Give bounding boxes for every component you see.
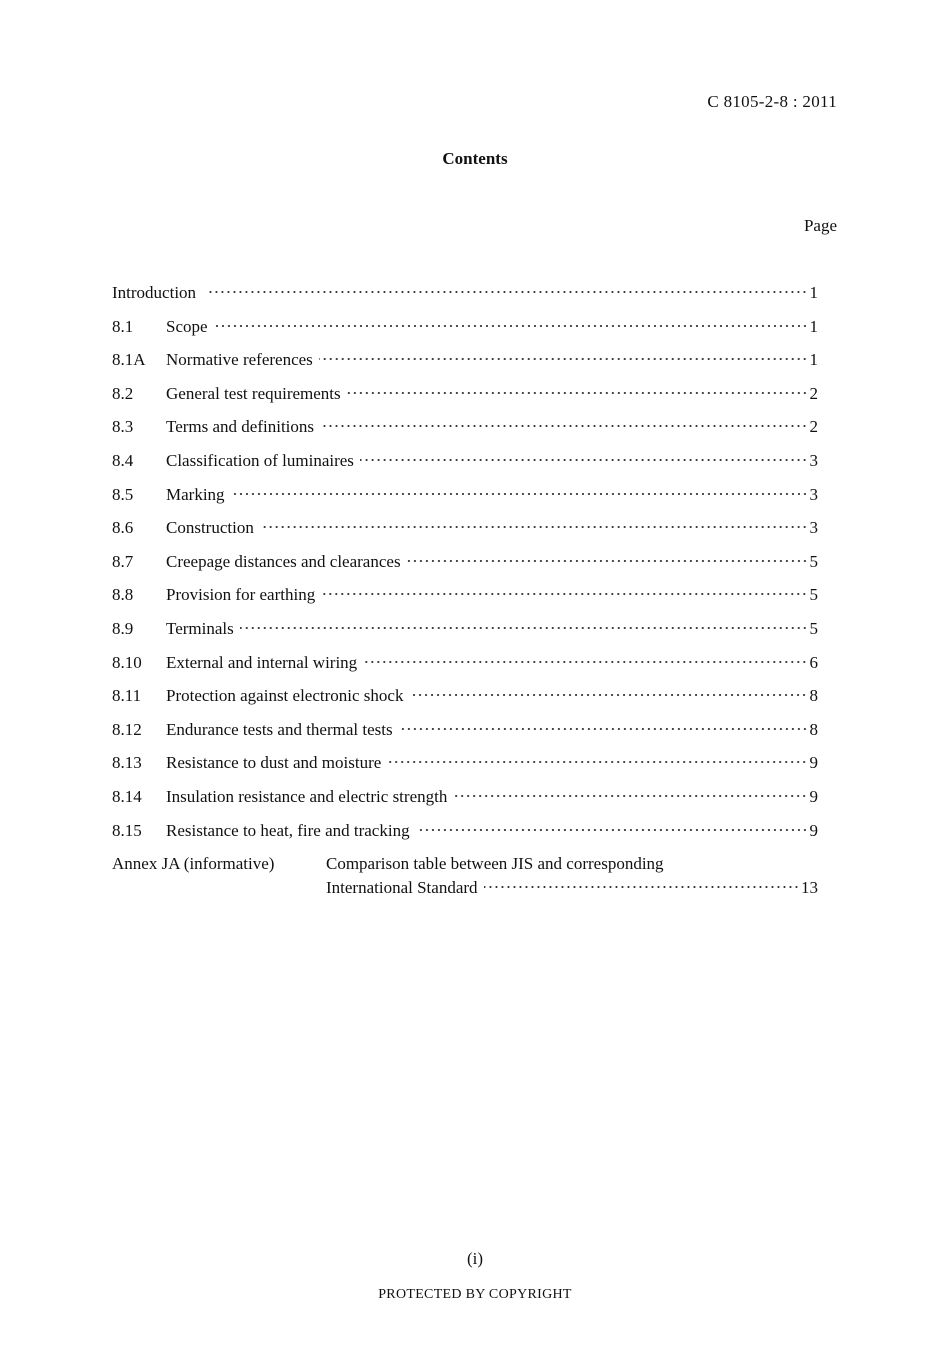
dot-leader bbox=[231, 493, 808, 495]
toc-entry-label: Classification of luminaires bbox=[166, 450, 354, 470]
toc-entry-number: 8.15 bbox=[112, 820, 142, 840]
toc-entry-page: 3 bbox=[809, 518, 818, 538]
page-title: Contents bbox=[442, 149, 508, 168]
toc-entry-label: Normative references bbox=[166, 350, 313, 370]
toc-entry[interactable] bbox=[112, 713, 818, 747]
toc-entry[interactable] bbox=[112, 578, 818, 612]
dot-leader bbox=[321, 593, 807, 595]
toc-entry[interactable] bbox=[112, 377, 818, 411]
dot-leader bbox=[347, 392, 808, 394]
dot-leader bbox=[387, 761, 807, 763]
toc-entry-page: 13 bbox=[801, 878, 818, 898]
toc-entry-number: 8.12 bbox=[112, 719, 142, 739]
toc-entry[interactable] bbox=[112, 646, 818, 680]
toc-entry-introduction[interactable] bbox=[112, 276, 818, 310]
toc-entry[interactable] bbox=[112, 511, 818, 545]
toc-entry-label: Endurance tests and thermal tests bbox=[166, 719, 393, 739]
dot-leader bbox=[416, 829, 808, 831]
toc-entry-label: Protection against electronic shock bbox=[166, 686, 404, 706]
toc-entry-number: 8.7 bbox=[112, 551, 134, 571]
annex-number: Annex JA (informative) bbox=[112, 854, 275, 874]
table-of-contents bbox=[112, 276, 818, 900]
dot-leader bbox=[363, 661, 807, 663]
toc-entry-number: 8.10 bbox=[112, 652, 142, 672]
toc-entry-label: Resistance to dust and moisture bbox=[166, 753, 382, 773]
dot-leader bbox=[360, 459, 808, 461]
toc-entry-label: Construction bbox=[166, 518, 254, 538]
toc-entry-number: 8.8 bbox=[112, 585, 134, 605]
toc-entry[interactable] bbox=[112, 612, 818, 646]
toc-entry-page: 1 bbox=[809, 316, 818, 336]
dot-leader bbox=[240, 627, 808, 629]
toc-entry-number: 8.5 bbox=[112, 484, 134, 504]
toc-entry-page: 8 bbox=[809, 686, 818, 706]
toc-entry-label: Marking bbox=[166, 484, 225, 504]
dot-leader bbox=[399, 728, 808, 730]
toc-entry-label: Insulation resistance and electric strength bbox=[166, 786, 448, 806]
toc-entry-number: 8.9 bbox=[112, 618, 134, 638]
toc-entry[interactable] bbox=[112, 343, 818, 377]
page-number: (i) bbox=[466, 1249, 484, 1268]
toc-entry-label: Resistance to heat, fire and tracking bbox=[166, 820, 410, 840]
dot-leader bbox=[320, 425, 807, 427]
toc-entry-page: 6 bbox=[809, 652, 818, 672]
toc-entry-annex[interactable] bbox=[112, 852, 818, 900]
toc-entry-number: 8.1A bbox=[112, 350, 146, 370]
toc-entry[interactable] bbox=[112, 545, 818, 579]
toc-entry-page: 3 bbox=[809, 484, 818, 504]
toc-entry[interactable] bbox=[112, 410, 818, 444]
annex-title-line-1: Comparison table between JIS and corresponding bbox=[326, 854, 664, 874]
toc-entry[interactable] bbox=[112, 310, 818, 344]
dot-leader bbox=[484, 886, 799, 888]
dot-leader bbox=[208, 291, 807, 293]
toc-entry-number: 8.13 bbox=[112, 753, 142, 773]
dot-leader bbox=[407, 560, 808, 562]
document-code: C 8105-2-8 : 2011 bbox=[707, 92, 837, 111]
toc-entry-number: 8.1 bbox=[112, 316, 134, 336]
toc-entry-page: 9 bbox=[809, 786, 818, 806]
toc-entry[interactable] bbox=[112, 679, 818, 713]
toc-entry-page: 1 bbox=[809, 283, 818, 302]
toc-entry-page: 5 bbox=[809, 585, 818, 605]
toc-entry-page: 9 bbox=[809, 820, 818, 840]
toc-entry[interactable] bbox=[112, 746, 818, 780]
annex-title-line-2-row bbox=[326, 876, 818, 900]
toc-entry-label: General test requirements bbox=[166, 383, 341, 403]
toc-entry-number: 8.11 bbox=[112, 686, 142, 706]
dot-leader bbox=[260, 526, 808, 528]
toc-entry[interactable] bbox=[112, 814, 818, 848]
toc-entry-label: External and internal wiring bbox=[166, 652, 358, 672]
toc-entry-label: Terminals bbox=[166, 618, 234, 638]
toc-entry-label: Scope bbox=[166, 316, 208, 336]
toc-entry-number: 8.4 bbox=[112, 450, 134, 470]
dot-leader bbox=[409, 694, 807, 696]
toc-entry-page: 5 bbox=[809, 551, 818, 571]
toc-entry-number: 8.3 bbox=[112, 417, 134, 437]
toc-entry-page: 3 bbox=[809, 450, 818, 470]
toc-entry-page: 2 bbox=[809, 383, 818, 403]
dot-leader bbox=[214, 325, 808, 327]
toc-entry[interactable] bbox=[112, 444, 818, 478]
annex-title-line-2: International Standard bbox=[326, 878, 478, 898]
toc-entry[interactable] bbox=[112, 780, 818, 814]
copyright-notice: PROTECTED BY COPYRIGHT bbox=[378, 1287, 572, 1302]
toc-entry-page: 9 bbox=[809, 753, 818, 773]
toc-entry-number: 8.2 bbox=[112, 383, 134, 403]
toc-entry-number: 8.6 bbox=[112, 518, 134, 538]
toc-entry-page: 8 bbox=[809, 719, 818, 739]
annex-title bbox=[326, 852, 818, 900]
dot-leader bbox=[453, 795, 807, 797]
toc-entry-label: Terms and definitions bbox=[166, 417, 315, 437]
page-column-label: Page bbox=[803, 216, 837, 235]
dot-leader bbox=[319, 358, 808, 360]
toc-entry-label: Creepage distances and clearances bbox=[166, 551, 401, 571]
toc-entry-page: 2 bbox=[809, 417, 818, 437]
toc-entry-page: 1 bbox=[809, 350, 818, 370]
toc-entry-label: Introduction bbox=[112, 283, 197, 302]
toc-entry-number: 8.14 bbox=[112, 786, 142, 806]
toc-entry-label: Provision for earthing bbox=[166, 585, 316, 605]
toc-entry-page: 5 bbox=[809, 618, 818, 638]
toc-entry[interactable] bbox=[112, 478, 818, 512]
